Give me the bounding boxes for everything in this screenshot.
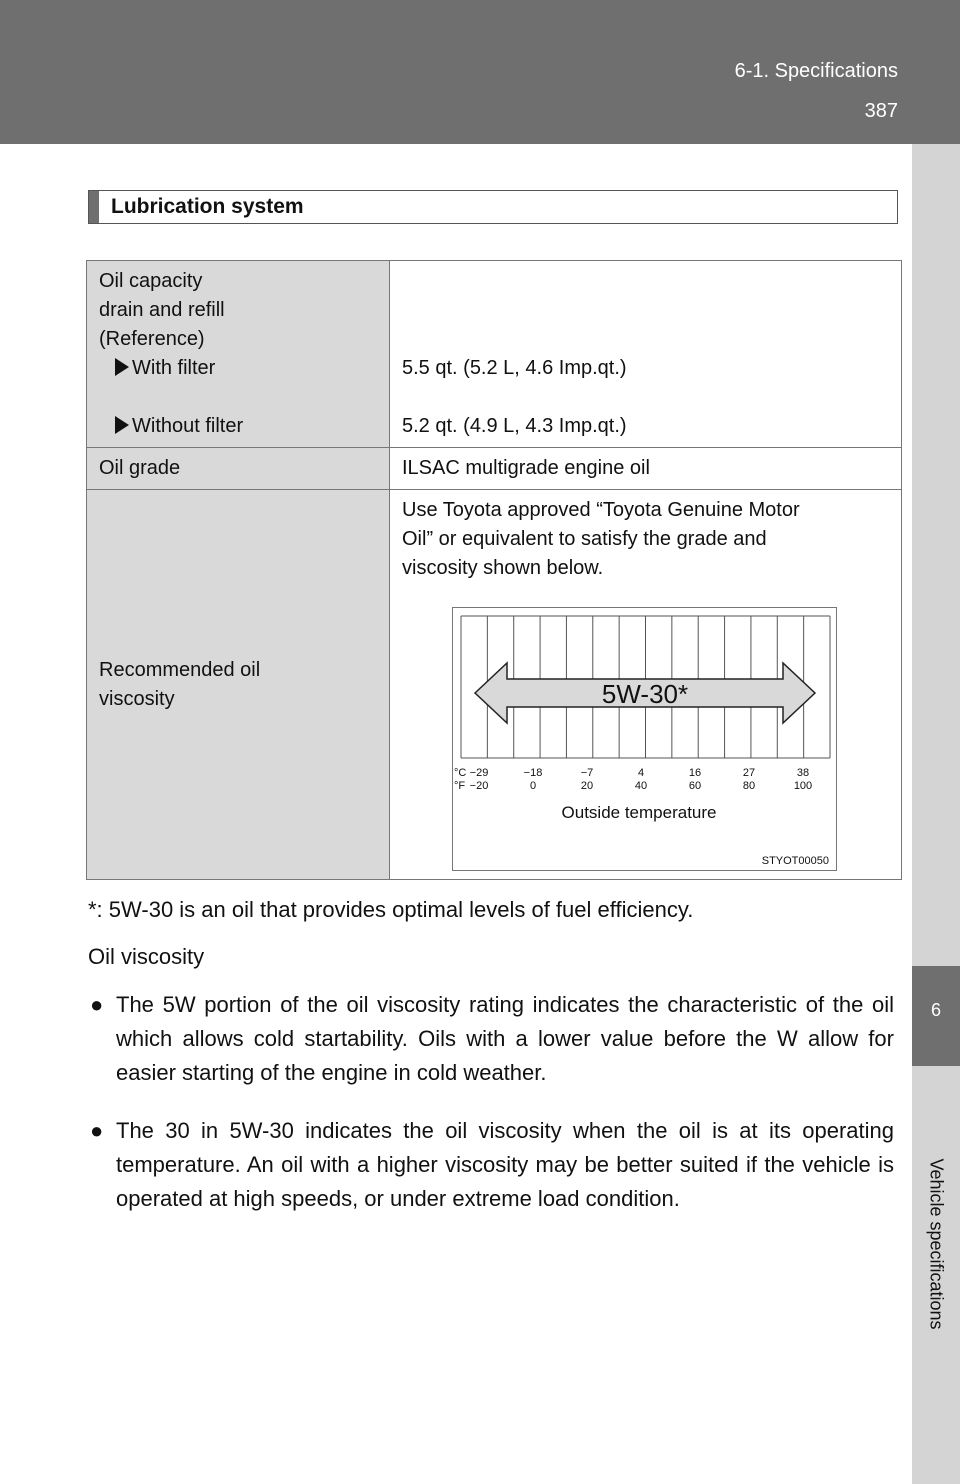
fahrenheit-tick-label: 0 — [529, 780, 537, 792]
fahrenheit-tick-label: 80 — [742, 780, 756, 792]
table-row — [87, 448, 902, 490]
oil-capacity-label-2: drain and refill — [99, 299, 225, 321]
triangle-bullet-icon — [115, 358, 129, 376]
spec-table — [86, 260, 902, 880]
table-row — [87, 261, 902, 448]
footnote: *: 5W-30 is an oil that provides optimal levels of fuel efficiency. — [88, 897, 694, 922]
chapter-side-tab[interactable] — [912, 144, 960, 1484]
celsius-tick-label: 27 — [742, 767, 756, 779]
chapter-number: 6 — [930, 1000, 941, 1020]
unit-celsius: °C — [454, 767, 467, 779]
bullet-text-2: The 30 in 5W-30 indicates the oil viscosity when the oil is at its operating temperature. An oil with a higher viscosity may be better suited if the vehicle is operated at high speeds, or under extreme load condition. — [116, 1118, 894, 1211]
oil-grade-label: Oil grade — [87, 448, 390, 490]
celsius-tick-label: −7 — [580, 767, 594, 779]
list-item — [88, 1114, 894, 1216]
celsius-tick-label: 4 — [637, 767, 645, 779]
fahrenheit-tick-label: −20 — [469, 780, 489, 792]
with-filter-value: 5.5 qt. (5.2 L, 4.6 Imp.qt.) — [402, 357, 627, 379]
celsius-tick-label: −18 — [523, 767, 543, 779]
without-filter-value: 5.2 qt. (4.9 L, 4.3 Imp.qt.) — [402, 415, 627, 437]
oil-capacity-label-1: Oil capacity — [99, 270, 203, 292]
table-row — [87, 490, 902, 880]
chapter-title: Vehicle specifications — [926, 1158, 947, 1330]
unit-fahrenheit: °F — [454, 780, 466, 792]
with-filter-row — [99, 354, 377, 383]
list-item — [88, 988, 894, 1090]
section-title: Lubrication system — [111, 195, 304, 218]
viscosity-text-1: Use Toyota approved “Toyota Genuine Motor — [402, 499, 800, 521]
section-title-bar — [88, 190, 898, 224]
page-number-top: 387 — [864, 100, 898, 122]
figure-code: STYOT00050 — [761, 855, 829, 867]
without-filter-row — [99, 412, 377, 441]
bullet-dot-icon: ● — [90, 992, 104, 1017]
viscosity-chart-svg — [453, 608, 836, 870]
viscosity-label-cell — [87, 490, 390, 880]
band-label: 5W-30* — [601, 679, 689, 709]
viscosity-text-2: Oil” or equivalent to satisfy the grade and — [402, 528, 767, 550]
oil-grade-value: ILSAC multigrade engine oil — [390, 448, 902, 490]
viscosity-value-cell — [390, 490, 902, 880]
oil-capacity-value-cell — [390, 261, 902, 448]
oil-capacity-label-cell — [87, 261, 390, 448]
without-filter-label: Without filter — [132, 415, 244, 437]
oil-viscosity-heading: Oil viscosity — [88, 944, 205, 969]
oil-capacity-label-3: (Reference) — [99, 328, 205, 350]
title-accent — [89, 191, 99, 223]
viscosity-label-2: viscosity — [99, 687, 175, 710]
celsius-tick-label: −29 — [469, 767, 489, 779]
celsius-tick-label: 16 — [688, 767, 702, 779]
fahrenheit-tick-label: 40 — [634, 780, 648, 792]
bullet-dot-icon: ● — [90, 1118, 104, 1143]
fahrenheit-tick-label: 20 — [580, 780, 594, 792]
viscosity-text-3: viscosity shown below. — [402, 557, 604, 579]
viscosity-label-1: Recommended oil — [99, 658, 261, 681]
fahrenheit-tick-label: 100 — [793, 780, 813, 792]
viscosity-chart — [452, 607, 837, 871]
with-filter-label: With filter — [132, 357, 216, 379]
section-breadcrumb: 6-1. Specifications — [734, 60, 898, 82]
celsius-tick-label: 38 — [796, 767, 810, 779]
bullet-text-1: The 5W portion of the oil viscosity rating indicates the characteristic of the oil which allows cold startability. Oils with a lower value before the W allow for easier starting of the engine in cold weather. — [116, 992, 894, 1085]
x-axis-label: Outside temperature — [561, 803, 717, 822]
triangle-bullet-icon — [115, 416, 129, 434]
fahrenheit-tick-label: 60 — [688, 780, 702, 792]
page-header — [0, 0, 960, 144]
